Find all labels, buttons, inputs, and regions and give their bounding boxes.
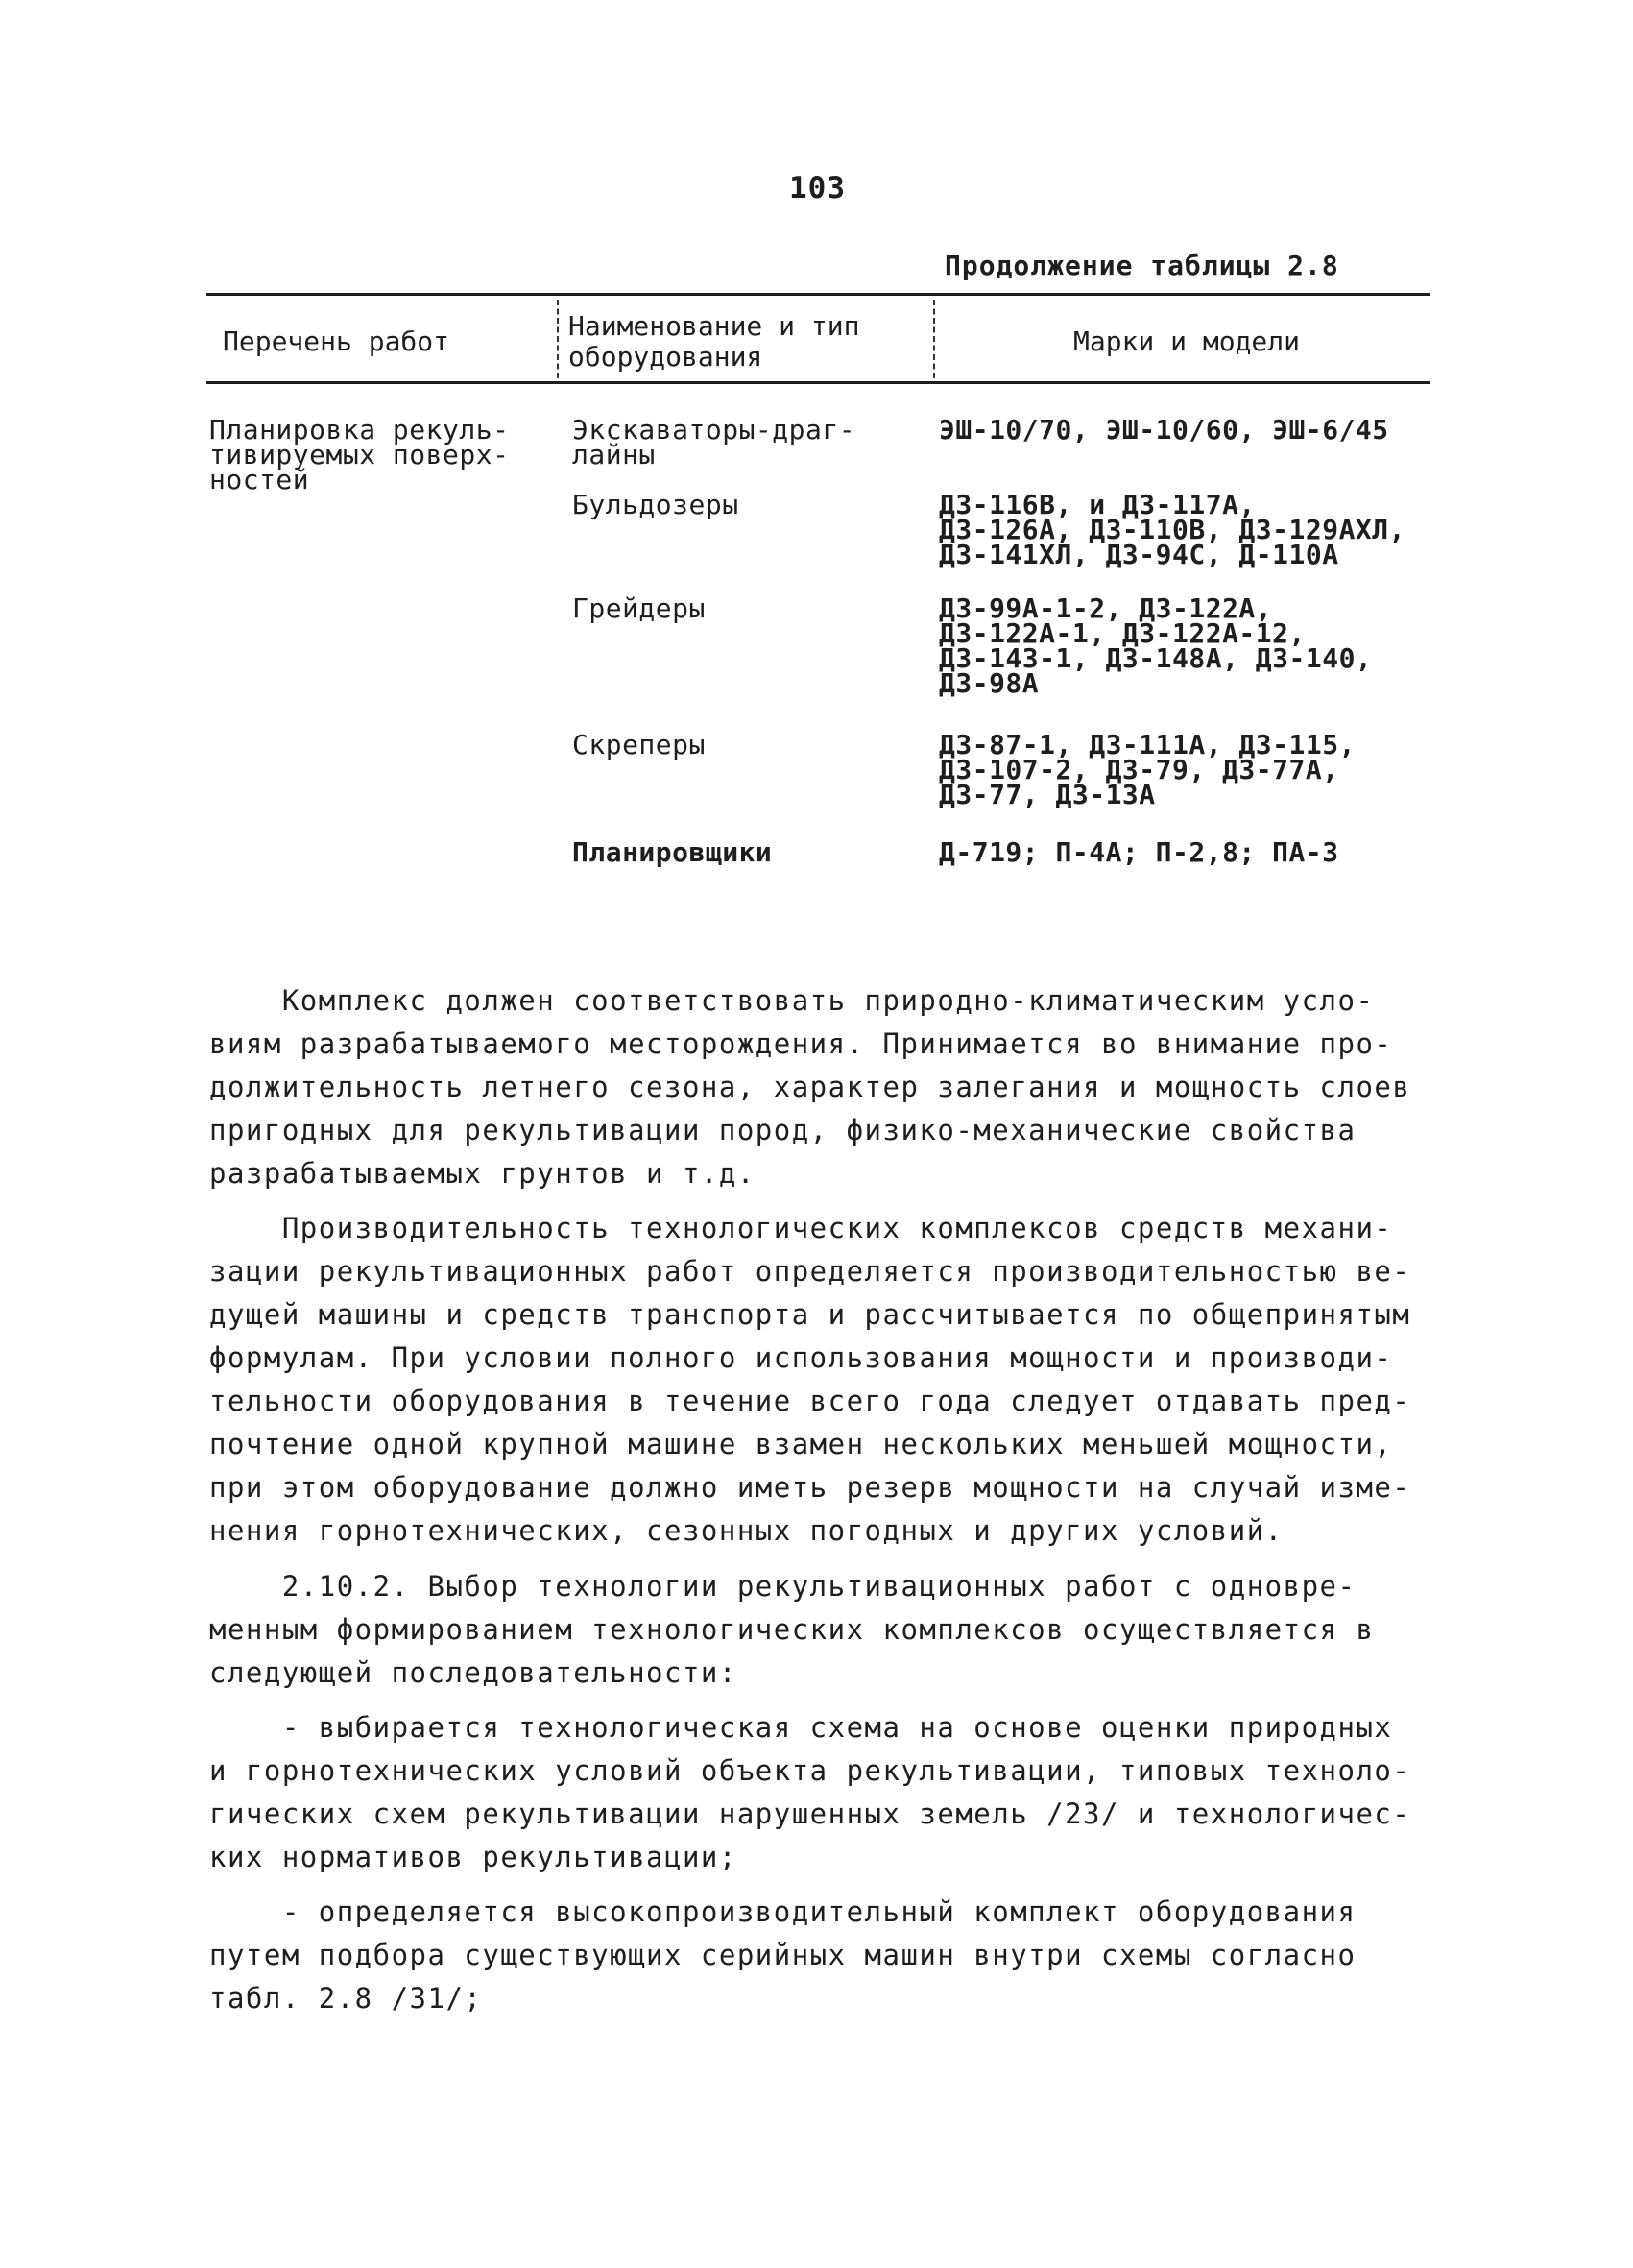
equipment-line: лайны bbox=[572, 439, 656, 470]
equipment-line: Скреперы bbox=[572, 729, 706, 760]
text-line: пригодных для рекультивации пород, физико-механические свойства bbox=[209, 1114, 1357, 1146]
models-cell bbox=[939, 414, 1389, 446]
text-line: менным формированием технологических комплексов осуществляется в bbox=[209, 1613, 1375, 1646]
text-line: Комплекс должен соответствовать природно-климатическим усло- bbox=[209, 984, 1375, 1017]
models-line: Д-719; П-4А; П-2,8; ПА-3 bbox=[939, 836, 1339, 868]
text-line: гических схем рекультивации нарушенных земель /23/ и технологичес- bbox=[209, 1798, 1411, 1830]
equipment-line: Экскаваторы-драг- bbox=[572, 414, 856, 446]
equipment-line: Грейдеры bbox=[572, 592, 706, 624]
models-line: ДЗ-141ХЛ, ДЗ-94С, Д-110А bbox=[939, 539, 1339, 570]
work-type-line: ностей bbox=[209, 464, 310, 495]
header-equipment-line: оборудования bbox=[568, 341, 763, 373]
models-line: ДЗ-122А-1, ДЗ-122А-12, bbox=[939, 617, 1306, 649]
work-type-line: тивируемых поверх- bbox=[209, 439, 510, 470]
text-line: и горнотехнических условий объекта рекультивации, типовых техноло- bbox=[209, 1754, 1411, 1787]
equipment-cell bbox=[572, 414, 856, 470]
page-number: 103 bbox=[789, 171, 846, 205]
text-line: дущей машины и средств транспорта и рассчитывается по общепринятым bbox=[209, 1298, 1411, 1331]
models-cell bbox=[939, 592, 1373, 699]
models-line: ДЗ-98А bbox=[939, 667, 1040, 699]
column-separator bbox=[557, 300, 559, 378]
equipment-line: Планировщики bbox=[572, 836, 773, 868]
models-line: ДЗ-143-1, ДЗ-148А, ДЗ-140, bbox=[939, 642, 1373, 674]
text-line: при этом оборудование должно иметь резерв мощности на случай изме- bbox=[209, 1471, 1411, 1504]
header-work-list: Перечень работ bbox=[223, 326, 450, 357]
work-type-cell bbox=[209, 414, 510, 495]
models-cell bbox=[939, 489, 1406, 570]
text-line: - определяется высокопроизводительный комплект оборудования bbox=[209, 1895, 1357, 1928]
header-models: Марки и модели bbox=[1073, 326, 1301, 357]
text-line: путем подбора существующих серийных машин внутри схемы согласно bbox=[209, 1939, 1357, 1971]
models-line: ДЗ-87-1, ДЗ-111А, ДЗ-115, bbox=[939, 729, 1356, 760]
equipment-cell bbox=[572, 729, 706, 760]
models-line: ДЗ-77, ДЗ-13А bbox=[939, 779, 1156, 810]
table-header-rule bbox=[206, 381, 1430, 384]
column-separator bbox=[933, 300, 935, 378]
text-line: ких нормативов рекультивации; bbox=[209, 1841, 737, 1873]
text-line: почтение одной крупной машине взамен нескольких меньшей мощности, bbox=[209, 1428, 1393, 1460]
equipment-cell bbox=[572, 836, 773, 868]
work-type-line: Планировка рекуль- bbox=[209, 414, 510, 446]
text-line: виям разрабатываемого месторождения. Принимается во внимание про- bbox=[209, 1027, 1393, 1060]
table-top-rule bbox=[206, 293, 1430, 296]
text-line: формулам. При условии полного использования мощности и производи- bbox=[209, 1341, 1393, 1374]
models-line: ДЗ-99А-1-2, ДЗ-122А, bbox=[939, 592, 1273, 624]
equipment-line: Бульдозеры bbox=[572, 489, 739, 520]
models-cell bbox=[939, 836, 1339, 868]
text-line: следующей последовательности: bbox=[209, 1656, 737, 1689]
text-line: - выбирается технологическая схема на основе оценки природных bbox=[209, 1711, 1393, 1744]
models-line: ЭШ-10/70, ЭШ-10/60, ЭШ-6/45 bbox=[939, 414, 1389, 446]
equipment-cell bbox=[572, 489, 739, 520]
models-line: ДЗ-107-2, ДЗ-79, ДЗ-77А, bbox=[939, 754, 1339, 785]
models-cell bbox=[939, 729, 1356, 810]
models-line: ДЗ-116В, и ДЗ-117А, bbox=[939, 489, 1256, 520]
text-line: табл. 2.8 /31/; bbox=[209, 1982, 483, 2015]
header-equipment bbox=[568, 311, 859, 373]
text-line: 2.10.2. Выбор технологии рекультивационных работ с одновре- bbox=[209, 1570, 1357, 1603]
text-line: зации рекультивационных работ определяется производительностью ве- bbox=[209, 1255, 1411, 1288]
text-line: тельности оборудования в течение всего года следует отдавать пред- bbox=[209, 1385, 1411, 1417]
text-line: нения горнотехнических, сезонных погодных и других условий. bbox=[209, 1514, 1284, 1547]
table-continuation-caption: Продолжение таблицы 2.8 bbox=[945, 250, 1339, 281]
text-line: разрабатываемых грунтов и т.д. bbox=[209, 1157, 756, 1190]
text-line: Производительность технологических комплексов средств механи- bbox=[209, 1212, 1393, 1244]
text-line: должительность летнего сезона, характер залегания и мощность слоев bbox=[209, 1071, 1411, 1103]
header-equipment-line: Наименование и тип bbox=[568, 310, 860, 342]
models-line: ДЗ-126А, ДЗ-110В, ДЗ-129АХЛ, bbox=[939, 514, 1406, 545]
equipment-cell bbox=[572, 592, 706, 624]
